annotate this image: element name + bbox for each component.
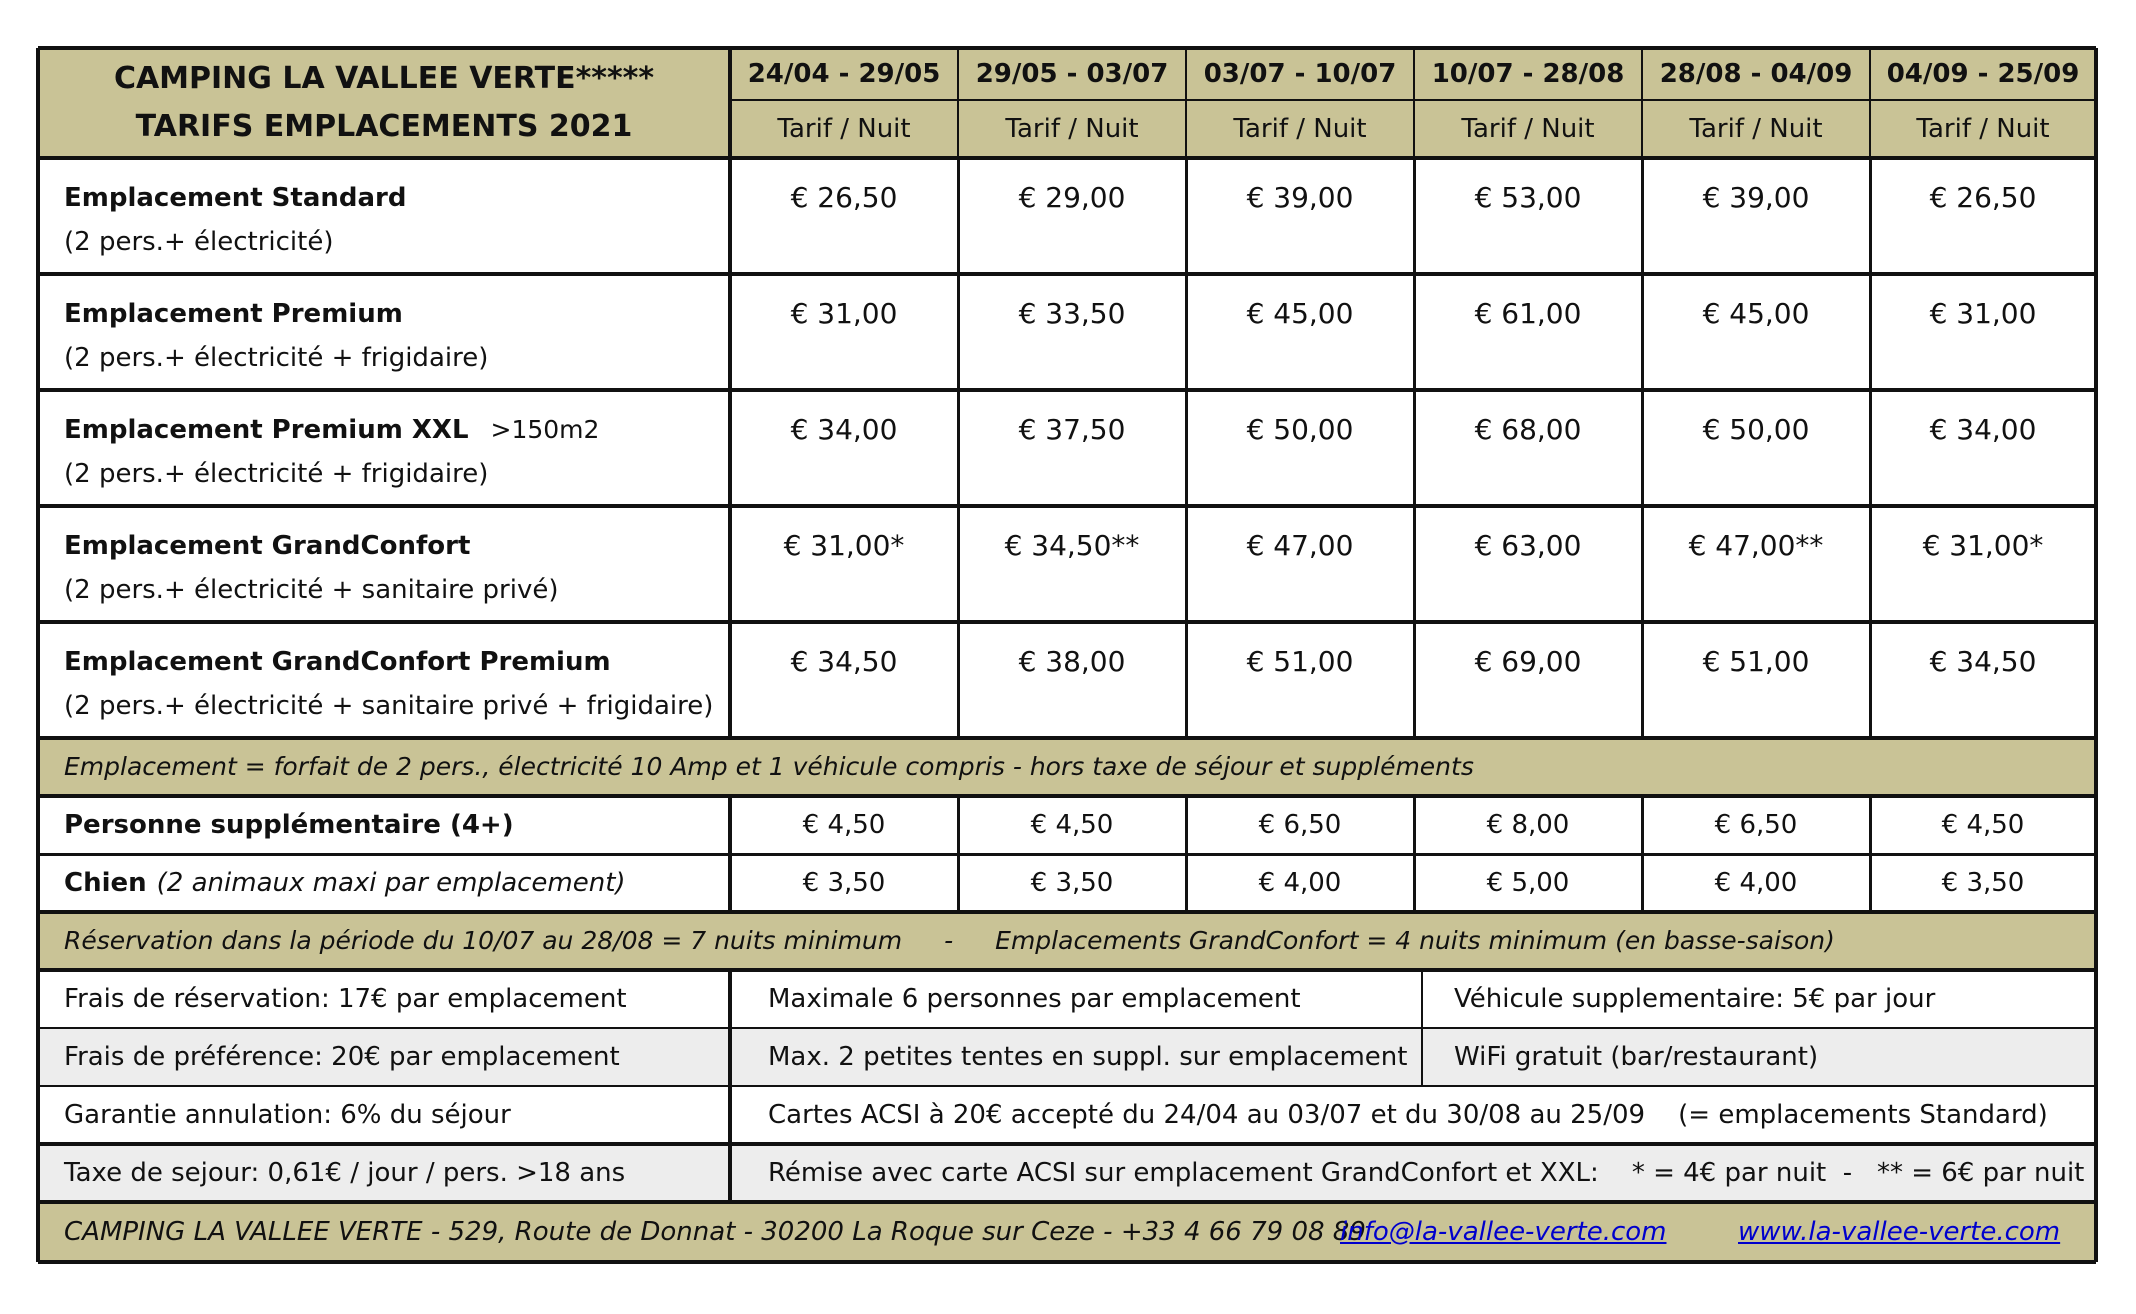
period-label: 10/07 - 28/08 (1431, 59, 1625, 89)
price-value: € 50,00 (1702, 413, 1810, 446)
price-value: € 51,00 (1702, 645, 1810, 678)
grid-line (38, 968, 2096, 972)
rate-unit-header (1870, 100, 2096, 158)
footer (38, 1202, 2096, 1262)
price-value: € 39,00 (1702, 181, 1810, 214)
pitch-name-line (64, 408, 730, 452)
price-value: € 45,00 (1702, 297, 1810, 330)
price-cell (958, 622, 1186, 738)
grid-line (728, 158, 732, 738)
reservation-separator: - (944, 926, 954, 955)
supplement-price-cell (1870, 796, 2096, 854)
price-value: € 61,00 (1474, 297, 1582, 330)
pitch-label (38, 390, 730, 506)
price-value: € 45,00 (1246, 297, 1354, 330)
supplement-price-cell (730, 796, 958, 854)
rate-unit-header (1642, 100, 1870, 158)
price-cell (1870, 622, 2096, 738)
period-header (1186, 48, 1414, 100)
grid-line (1185, 48, 1187, 158)
pitch-size-note: >150m2 (490, 415, 600, 444)
website-link[interactable]: www.la-vallee-verte.com (1738, 1217, 2061, 1247)
grid-line (1185, 158, 1188, 738)
supplement-price-cell (1414, 796, 1642, 854)
pitch-label (38, 506, 730, 622)
info-cell (730, 1028, 1422, 1086)
period-header (1414, 48, 1642, 100)
supplement-price: € 3,50 (802, 868, 886, 898)
grid-line (38, 1085, 2096, 1087)
price-value: € 38,00 (1018, 645, 1126, 678)
supplement-price: € 4,00 (1714, 868, 1798, 898)
price-value: € 34,00 (1929, 413, 2037, 446)
supplement-price: € 5,00 (1486, 868, 1570, 898)
grid-line (1413, 48, 1415, 158)
info-text: Rémise avec carte ACSI sur emplacement GrandConfort et XXL: * = 4€ par nuit - ** = 6€ par nuit (768, 1158, 2085, 1188)
grid-line (728, 796, 732, 912)
info-text: Maximale 6 personnes par emplacement (768, 984, 1301, 1014)
period-label: 24/04 - 29/05 (747, 59, 941, 89)
grid-line (1641, 158, 1644, 738)
pitch-description: (2 pers.+ électricité + sanitaire privé + frigidaire) (64, 691, 714, 721)
info-cell (38, 1086, 730, 1144)
price-value: € 31,00 (790, 297, 898, 330)
price-value: € 26,50 (1929, 181, 2037, 214)
price-value: € 33,50 (1018, 297, 1126, 330)
pitch-name: Emplacement Premium (64, 299, 403, 329)
supplement-price-cell (958, 796, 1186, 854)
pitch-name-line (64, 640, 730, 684)
price-cell (958, 506, 1186, 622)
price-cell (1186, 390, 1414, 506)
supplement-price: € 3,50 (1030, 868, 1114, 898)
price-value: € 69,00 (1474, 645, 1582, 678)
price-cell (1642, 506, 1870, 622)
price-value: € 63,00 (1474, 529, 1582, 562)
pitch-name: Emplacement Premium XXL (64, 415, 469, 445)
price-cell (1186, 506, 1414, 622)
supplement-price: € 4,50 (1941, 810, 2025, 840)
supplement-label (38, 854, 730, 912)
period-label: 29/05 - 03/07 (975, 59, 1169, 89)
info-text: Véhicule supplementaire: 5€ par jour (1454, 984, 1936, 1014)
info-cell (730, 970, 1422, 1028)
pitch-name: Emplacement GrandConfort (64, 531, 471, 561)
info-text: Garantie annulation: 6% du séjour (64, 1100, 511, 1130)
info-text: Max. 2 petites tentes en suppl. sur emplacement (768, 1042, 1408, 1072)
price-cell (1642, 622, 1870, 738)
price-value: € 39,00 (1246, 181, 1354, 214)
pitch-label (38, 622, 730, 738)
pitch-label (38, 274, 730, 390)
grid-line (1641, 48, 1643, 158)
supplement-price-cell (958, 854, 1186, 912)
info-text: Frais de préférence: 20€ par emplacement (64, 1042, 620, 1072)
pitch-label (38, 158, 730, 274)
grid-line (38, 794, 2096, 798)
grid-line (1869, 796, 1872, 912)
period-header (958, 48, 1186, 100)
supplement-price: € 8,00 (1486, 810, 1570, 840)
rate-unit-label: Tarif / Nuit (1461, 114, 1595, 144)
title-text: CAMPING LA VALLEE VERTE***** (113, 61, 655, 96)
rate-unit-header (958, 100, 1186, 158)
pitch-name: Emplacement GrandConfort Premium (64, 647, 611, 677)
price-cell (1414, 158, 1642, 274)
price-value: € 26,50 (790, 181, 898, 214)
supplement-price: € 6,50 (1714, 810, 1798, 840)
grid-line (2094, 48, 2098, 1262)
info-text: Taxe de sejour: 0,61€ / jour / pers. >18 ans (64, 1158, 626, 1188)
supplement-price-cell (1186, 796, 1414, 854)
price-value: € 68,00 (1474, 413, 1582, 446)
supplement-price-cell (1186, 854, 1414, 912)
supplement-price: € 6,50 (1258, 810, 1342, 840)
price-cell (1870, 390, 2096, 506)
grid-line (38, 1260, 2096, 1264)
supplement-price-cell (1414, 854, 1642, 912)
grid-line (957, 796, 960, 912)
info-text: Cartes ACSI à 20€ accepté du 24/04 au 03/07 et du 30/08 au 25/09 (= emplacements Standard) (768, 1100, 2048, 1130)
price-cell (1870, 506, 2096, 622)
price-cell (730, 390, 958, 506)
grid-line (1185, 796, 1188, 912)
grid-line (1869, 158, 1872, 738)
grid-line (38, 504, 2096, 508)
price-value: € 31,00 (1929, 297, 2037, 330)
info-cell (38, 1028, 730, 1086)
rate-unit-header (730, 100, 958, 158)
price-cell (730, 506, 958, 622)
price-cell (1642, 274, 1870, 390)
grid-line (1413, 158, 1416, 738)
grid-line (38, 156, 2096, 160)
info-cell (1422, 970, 2096, 1028)
info-text: WiFi gratuit (bar/restaurant) (1454, 1042, 1819, 1072)
grid-line (38, 46, 2096, 50)
price-cell (730, 274, 958, 390)
pitch-description: (2 pers.+ électricité) (64, 227, 334, 257)
rate-unit-label: Tarif / Nuit (1005, 114, 1139, 144)
period-header (1870, 48, 2096, 100)
forfait-note-text: Emplacement = forfait de 2 pers., électricité 10 Amp et 1 véhicule compris - hors taxe de séjour et suppléments (64, 752, 1474, 781)
pitch-description: (2 pers.+ électricité + sanitaire privé) (64, 575, 559, 605)
pitch-name-line (64, 176, 730, 220)
footer-address: CAMPING LA VALLEE VERTE - 529, Route de Donnat - 30200 La Roque sur Ceze - +33 4 66 79 08 89 (64, 1217, 1366, 1247)
price-cell (958, 158, 1186, 274)
grid-line (36, 48, 40, 1262)
grid-line (957, 48, 959, 158)
supplement-price-cell (730, 854, 958, 912)
price-cell (1186, 158, 1414, 274)
supplement-note: (2 animaux maxi par emplacement) (156, 868, 626, 898)
price-value: € 51,00 (1246, 645, 1354, 678)
period-header (1642, 48, 1870, 100)
price-cell (1870, 274, 2096, 390)
grid-line (38, 1142, 2096, 1146)
pitch-name-line (64, 524, 730, 568)
grid-line (957, 158, 960, 738)
grid-line (38, 910, 2096, 914)
price-value: € 34,50 (790, 645, 898, 678)
rate-unit-header (1414, 100, 1642, 158)
grid-line (38, 1027, 2096, 1029)
supplement-price: € 4,50 (802, 810, 886, 840)
page-title (38, 48, 730, 158)
supplement-price: € 4,50 (1030, 810, 1114, 840)
price-value: € 34,50 (1929, 645, 2037, 678)
grid-line (38, 736, 2096, 740)
period-header (730, 48, 958, 100)
grid-line (728, 48, 732, 158)
grid-line (38, 272, 2096, 276)
rate-unit-label: Tarif / Nuit (1916, 114, 2050, 144)
supplement-price-cell (1870, 854, 2096, 912)
pitch-description: (2 pers.+ électricité + frigidaire) (64, 343, 489, 373)
period-label: 04/09 - 25/09 (1886, 59, 2080, 89)
price-value: € 29,00 (1018, 181, 1126, 214)
price-cell (1642, 158, 1870, 274)
info-cell (38, 970, 730, 1028)
price-cell (1414, 274, 1642, 390)
price-value: € 47,00** (1688, 529, 1824, 562)
pitch-name-line (64, 292, 730, 336)
pitch-name: Emplacement Standard (64, 183, 407, 213)
price-cell (730, 158, 958, 274)
grid-line (1421, 970, 1423, 1086)
price-cell (958, 274, 1186, 390)
grid-line (1413, 796, 1416, 912)
price-cell (1186, 274, 1414, 390)
period-label: 28/08 - 04/09 (1659, 59, 1853, 89)
supplement-price-cell (1642, 854, 1870, 912)
price-cell (958, 390, 1186, 506)
supplement-name: Chien (64, 868, 147, 898)
subtitle-text: TARIFS EMPLACEMENTS 2021 (135, 109, 633, 144)
info-cell (730, 1086, 2096, 1144)
price-value: € 50,00 (1246, 413, 1354, 446)
price-cell (1186, 622, 1414, 738)
pitch-description: (2 pers.+ électricité + frigidaire) (64, 459, 489, 489)
price-value: € 47,00 (1246, 529, 1354, 562)
info-cell (730, 1144, 2096, 1202)
price-value: € 31,00* (783, 529, 905, 562)
price-value: € 34,50** (1004, 529, 1140, 562)
rate-unit-label: Tarif / Nuit (1233, 114, 1367, 144)
price-value: € 53,00 (1474, 181, 1582, 214)
supplement-label (38, 796, 730, 854)
price-cell (1414, 622, 1642, 738)
info-text: Frais de réservation: 17€ par emplacement (64, 984, 627, 1014)
rate-unit-label: Tarif / Nuit (777, 114, 911, 144)
grid-line (1641, 796, 1644, 912)
rate-unit-label: Tarif / Nuit (1689, 114, 1823, 144)
price-cell (730, 622, 958, 738)
grid-line (38, 853, 2096, 856)
reservation-min-stay: Réservation dans la période du 10/07 au 28/08 = 7 nuits minimum (64, 926, 903, 955)
grid-line (38, 620, 2096, 624)
supplement-price: € 3,50 (1941, 868, 2025, 898)
price-cell (1642, 390, 1870, 506)
info-cell (38, 1144, 730, 1202)
price-value: € 31,00* (1922, 529, 2044, 562)
period-label: 03/07 - 10/07 (1203, 59, 1397, 89)
supplement-price-cell (1642, 796, 1870, 854)
supplement-name: Personne supplémentaire (4+) (64, 810, 514, 840)
price-cell (1414, 390, 1642, 506)
price-value: € 34,00 (790, 413, 898, 446)
info-cell (1422, 1028, 2096, 1086)
price-cell (1870, 158, 2096, 274)
rate-unit-header (1186, 100, 1414, 158)
email-link[interactable]: info@la-vallee-verte.com (1340, 1217, 1667, 1247)
grid-line (728, 970, 732, 1202)
grid-line (1869, 48, 1871, 158)
price-value: € 37,50 (1018, 413, 1126, 446)
grid-line (38, 1200, 2096, 1204)
supplement-price: € 4,00 (1258, 868, 1342, 898)
grid-line (38, 388, 2096, 392)
grandconfort-min-stay: Emplacements GrandConfort = 4 nuits minimum (en basse-saison) (995, 926, 1835, 955)
price-cell (1414, 506, 1642, 622)
reservation-note (38, 912, 2096, 970)
forfait-note (38, 738, 2096, 796)
